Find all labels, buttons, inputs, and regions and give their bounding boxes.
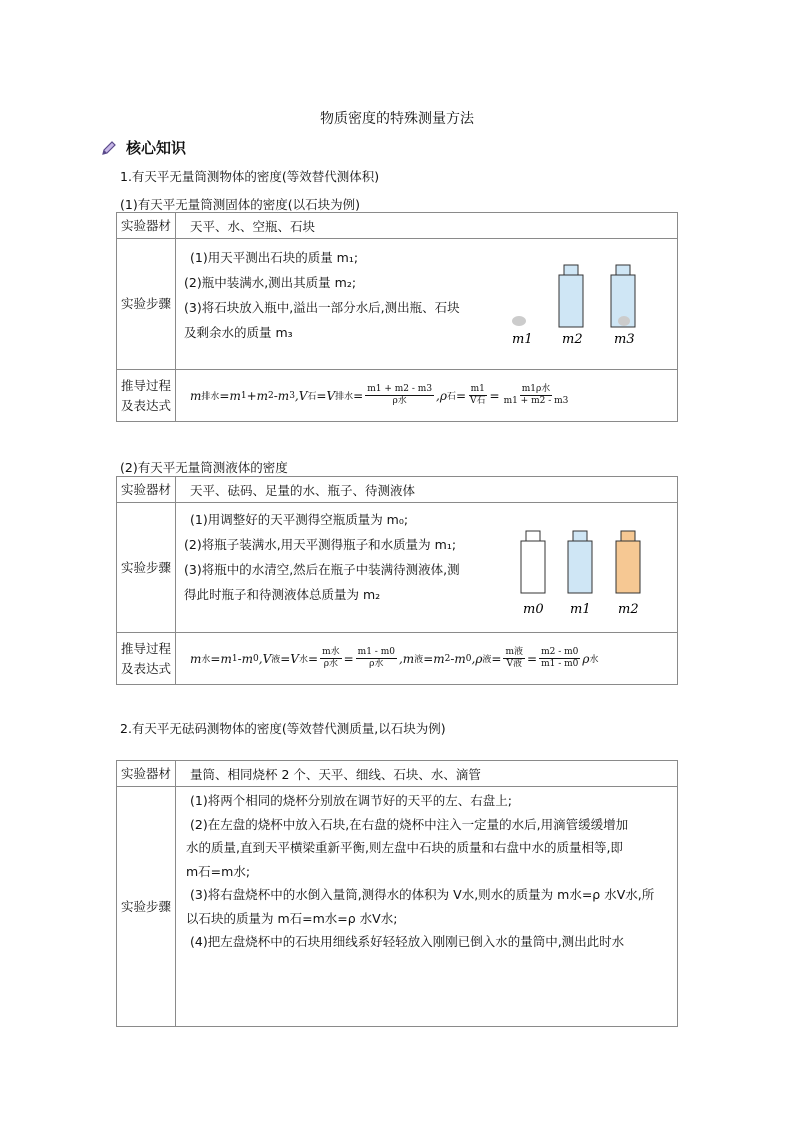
- figure-solid: [504, 257, 644, 349]
- step-3: (3)将瓶中的水清空,然后在瓶子中装满待测液体,测: [184, 562, 460, 577]
- frac-num: m1 - m0: [357, 647, 395, 657]
- frac-den: m1 + m2 - m3: [503, 396, 569, 406]
- frac-den: ρ水: [392, 396, 407, 406]
- f-sub: 石: [307, 392, 317, 402]
- fig-label-m2: m2: [618, 602, 639, 615]
- table-no-weights: [116, 760, 678, 1027]
- frac-num: m1ρ水: [521, 384, 551, 394]
- fig-label-m1: m1: [570, 602, 591, 615]
- formula-liquid: [190, 647, 677, 670]
- fig-label-m3: m3: [614, 332, 635, 347]
- f-sub: 1: [240, 390, 247, 401]
- step-2: (2)将瓶子装满水,用天平测得瓶子和水质量为 m₁;: [184, 537, 457, 552]
- equipment-value: 量筒、相同烧杯 2 个、天平、细线、石块、水、滴管: [176, 761, 678, 787]
- f-part: -m: [273, 388, 290, 403]
- f-sub: 液: [482, 655, 492, 665]
- f-sub: 液: [271, 655, 281, 665]
- fig-label-m0: m0: [523, 602, 544, 615]
- steps-cell: [176, 503, 678, 633]
- equipment-value: 天平、水、空瓶、石块: [176, 213, 678, 239]
- f-part: ,V: [294, 388, 308, 403]
- f-part: =V: [280, 651, 299, 666]
- f-part: ρ: [582, 651, 590, 666]
- table-liquid-density: [116, 476, 678, 685]
- step-3-cont: 以石块的质量为 m石=m水=ρ 水V水;: [186, 910, 398, 926]
- bottle-water: [568, 531, 592, 593]
- f-part: =m: [210, 651, 232, 666]
- formula-cell: [176, 633, 678, 685]
- fraction: [365, 384, 434, 407]
- step-3: (3)将石块放入瓶中,溢出一部分水后,测出瓶、石块: [184, 300, 460, 315]
- equipment-value: 天平、砝码、足量的水、瓶子、待测液体: [176, 477, 678, 503]
- formula-solid: [190, 384, 677, 407]
- steps-cell: [176, 239, 678, 370]
- frac-den: ρ水: [323, 659, 338, 669]
- f-part: +m: [246, 388, 269, 403]
- f-sub: 2: [444, 653, 451, 664]
- bottle-water: [559, 265, 583, 327]
- pencil-icon: [100, 139, 118, 157]
- frac-den: V石: [470, 396, 486, 406]
- f-sub: 3: [289, 390, 295, 401]
- f-part: ,m: [398, 651, 415, 666]
- heading-2: 2.有天平无砝码测物体的密度(等效替代测质量,以石块为例): [120, 721, 446, 736]
- f-part: =: [455, 388, 466, 403]
- table-solid-density: [116, 212, 678, 422]
- bottle-water-stone: [611, 265, 635, 327]
- fraction: [468, 384, 488, 407]
- frac-den: V液: [506, 659, 522, 669]
- frac-num: m液: [505, 647, 524, 657]
- frac-num: m水: [322, 647, 340, 657]
- label-steps: 实验步骤: [117, 503, 176, 633]
- steps-cell: [176, 787, 678, 1027]
- f-sub: 1: [231, 653, 238, 664]
- stone-shape: [512, 316, 526, 326]
- f-part: =V: [316, 388, 336, 403]
- step-2: (2)瓶中装满水,测出其质量 m₂;: [184, 275, 357, 290]
- fig-label-m2: m2: [562, 332, 583, 347]
- f-sub: 液: [414, 655, 424, 665]
- f-part: =: [489, 388, 500, 403]
- fraction: [502, 384, 571, 407]
- f-part: =: [308, 651, 319, 666]
- f-part: -m: [450, 651, 466, 666]
- f-part: -m: [237, 651, 254, 666]
- fraction: [356, 647, 397, 670]
- step-1: (1)将两个相同的烧杯分别放在调节好的天平的左、右盘上;: [190, 793, 512, 808]
- page-title: 物质密度的特殊测量方法: [320, 111, 474, 127]
- label-equipment: 实验器材: [117, 761, 176, 787]
- f-sub: 水: [589, 655, 599, 665]
- formula-cell: [176, 370, 678, 422]
- label-steps: 实验步骤: [117, 239, 176, 370]
- f-sub: 水: [201, 655, 211, 665]
- step-3: (3)将右盘烧杯中的水倒入量筒,测得水的体积为 V水,则水的质量为 m水=ρ 水V水,所: [190, 887, 655, 902]
- subheading-2: (2)有天平无量筒测液体的密度: [120, 460, 288, 475]
- step-4: (4)把左盘烧杯中的石块用细线系好轻轻放入刚刚已倒入水的量筒中,测出此时水: [190, 934, 625, 949]
- frac-num: m1: [470, 384, 485, 394]
- f-part: =: [491, 651, 502, 666]
- fig-label-m1: m1: [512, 332, 533, 347]
- step-2-result: m石=m水;: [186, 863, 251, 879]
- f-part: m: [190, 388, 202, 403]
- fraction: [320, 647, 342, 670]
- frac-den: m1 - m0: [541, 659, 579, 669]
- f-part: =m: [423, 651, 445, 666]
- frac-num: m2 - m0: [541, 647, 579, 657]
- step-4: 及剩余水的质量 m₃: [184, 325, 293, 340]
- bottle-empty: [521, 531, 545, 593]
- f-part: ,V: [258, 651, 272, 666]
- step-1: (1)用调整好的天平测得空瓶质量为 m₀;: [190, 512, 409, 527]
- f-sub: 水: [298, 655, 308, 665]
- figure-liquid: [516, 523, 656, 615]
- f-part: m: [190, 651, 202, 666]
- fraction: [539, 647, 580, 670]
- f-part: =m: [219, 388, 241, 403]
- section-heading: [100, 137, 186, 158]
- label-equipment: 实验器材: [117, 213, 176, 239]
- f-part: =: [353, 388, 364, 403]
- label-derivation: 推导过程 及表达式: [117, 633, 176, 685]
- f-part: =: [527, 651, 538, 666]
- step-4: 得此时瓶子和待测液体总质量为 m₂: [184, 587, 381, 602]
- f-sub: 0: [465, 653, 472, 664]
- f-sub: 2: [268, 390, 274, 401]
- subheading-1: (1)有天平无量筒测固体的密度(以石块为例): [120, 197, 360, 212]
- f-sub: 石: [446, 392, 456, 402]
- label-equipment: 实验器材: [117, 477, 176, 503]
- f-part: ,ρ: [471, 651, 483, 666]
- frac-den: ρ水: [369, 659, 384, 669]
- fraction: [503, 647, 525, 670]
- label-steps: 实验步骤: [117, 787, 176, 1027]
- step-1: (1)用天平测出石块的质量 m₁;: [190, 250, 359, 265]
- step-2: (2)在左盘的烧杯中放入石块,在右盘的烧杯中注入一定量的水后,用滴管缓缓增加: [190, 816, 629, 832]
- step-2-cont: 水的质量,直到天平横梁重新平衡,则左盘中石块的质量和右盘中水的质量相等,即: [186, 840, 623, 855]
- f-part: ,ρ: [436, 388, 447, 403]
- section-heading-label: 核心知识: [126, 139, 187, 157]
- f-sub: 排水: [335, 392, 354, 402]
- heading-1: 1.有天平无量筒测物体的密度(等效替代测体积): [120, 169, 380, 184]
- f-sub: 排水: [201, 392, 220, 402]
- bottle-liquid: [616, 531, 640, 593]
- frac-num: m1 + m2 - m3: [367, 384, 433, 394]
- f-part: =: [343, 651, 354, 666]
- label-derivation: 推导过程 及表达式: [117, 370, 176, 422]
- f-sub: 0: [253, 653, 259, 664]
